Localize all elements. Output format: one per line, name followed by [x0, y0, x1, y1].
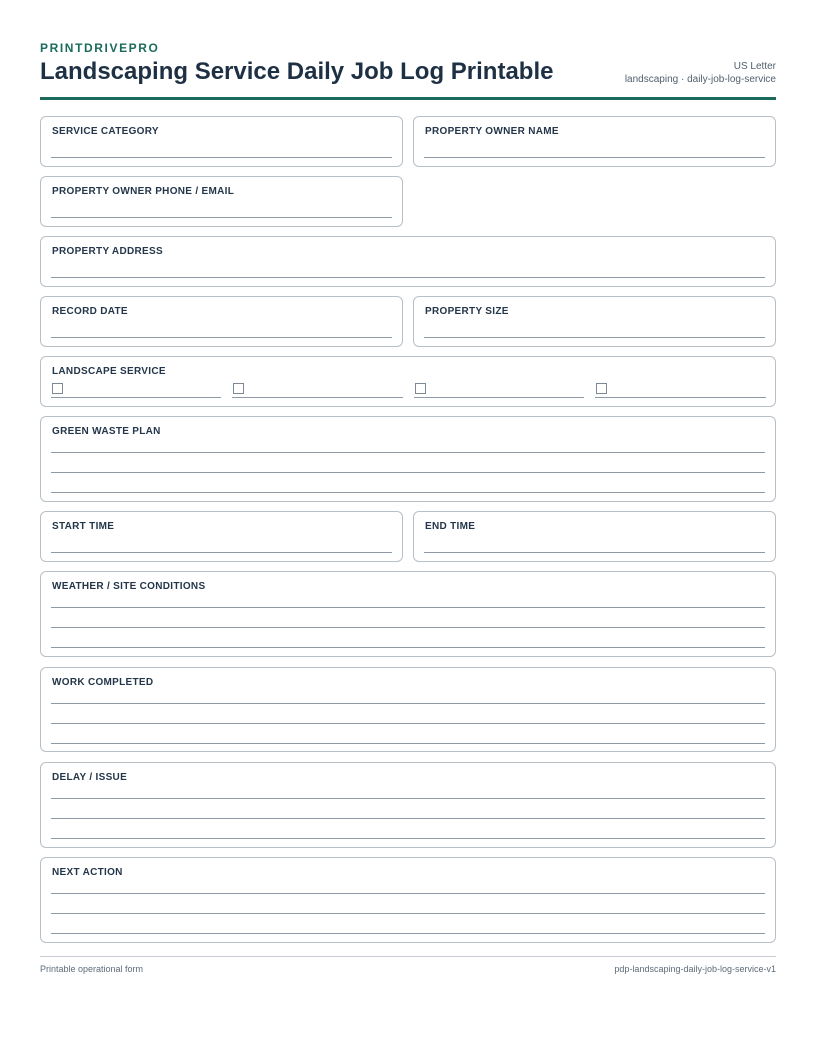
landscape-service-field — [40, 356, 776, 407]
start-time-label: START TIME — [52, 521, 115, 532]
write-line[interactable] — [51, 472, 765, 473]
start-time-field[interactable] — [40, 511, 403, 562]
write-line[interactable] — [51, 893, 765, 894]
write-line[interactable] — [51, 933, 765, 934]
delay-issue-label: DELAY / ISSUE — [52, 772, 128, 783]
end-time-label: END TIME — [425, 521, 476, 532]
green-waste-plan-field[interactable] — [40, 416, 776, 502]
write-line[interactable] — [51, 838, 765, 839]
property-owner-contact-field[interactable] — [40, 176, 403, 227]
next-action-label: NEXT ACTION — [52, 867, 123, 878]
checkbox[interactable] — [415, 383, 426, 394]
checkbox-write-line[interactable] — [595, 397, 766, 398]
checkbox-write-line[interactable] — [51, 397, 221, 398]
write-line[interactable] — [51, 818, 765, 819]
write-line[interactable] — [51, 277, 765, 278]
delay-issue-field[interactable] — [40, 762, 776, 848]
write-line[interactable] — [51, 798, 765, 799]
write-line[interactable] — [51, 337, 392, 338]
record-date-field[interactable] — [40, 296, 403, 347]
end-time-field[interactable] — [413, 511, 776, 562]
work-completed-label: WORK COMPLETED — [52, 677, 154, 688]
write-line[interactable] — [424, 157, 765, 158]
checkbox-write-line[interactable] — [232, 397, 403, 398]
document-tags: landscaping · daily-job-log-service — [624, 74, 776, 85]
property-address-field[interactable] — [40, 236, 776, 287]
checkbox[interactable] — [233, 383, 244, 394]
weather-site-conditions-field[interactable] — [40, 571, 776, 657]
footer-description: Printable operational form — [40, 964, 144, 974]
write-line[interactable] — [51, 743, 765, 744]
record-date-label: RECORD DATE — [52, 306, 128, 317]
landscape-service-label: LANDSCAPE SERVICE — [52, 366, 166, 377]
work-completed-field[interactable] — [40, 667, 776, 752]
write-line[interactable] — [424, 337, 765, 338]
write-line[interactable] — [424, 552, 765, 553]
property-owner-contact-label: PROPERTY OWNER PHONE / EMAIL — [52, 186, 235, 197]
weather-site-conditions-label: WEATHER / SITE CONDITIONS — [52, 581, 206, 592]
property-size-label: PROPERTY SIZE — [425, 306, 509, 317]
service-category-label: SERVICE CATEGORY — [52, 126, 159, 137]
property-owner-name-field[interactable] — [413, 116, 776, 167]
checkbox[interactable] — [52, 383, 63, 394]
page-title: Landscaping Service Daily Job Log Printable — [40, 58, 554, 85]
write-line[interactable] — [51, 552, 392, 553]
brand-name: PRINTDRIVEPRO — [40, 41, 160, 55]
green-waste-plan-label: GREEN WASTE PLAN — [52, 426, 161, 437]
property-owner-name-label: PROPERTY OWNER NAME — [425, 126, 559, 137]
write-line[interactable] — [51, 217, 392, 218]
write-line[interactable] — [51, 607, 765, 608]
footer-form-id: pdp-landscaping-daily-job-log-service-v1 — [614, 964, 776, 974]
header-divider — [40, 97, 776, 100]
write-line[interactable] — [51, 157, 392, 158]
write-line[interactable] — [51, 492, 765, 493]
document-meta — [625, 60, 776, 86]
write-line[interactable] — [51, 647, 765, 648]
write-line[interactable] — [51, 913, 765, 914]
checkbox[interactable] — [596, 383, 607, 394]
property-address-label: PROPERTY ADDRESS — [52, 246, 163, 257]
checkbox-write-line[interactable] — [414, 397, 584, 398]
service-category-field[interactable] — [40, 116, 403, 167]
property-size-field[interactable] — [413, 296, 776, 347]
write-line[interactable] — [51, 627, 765, 628]
footer-divider — [40, 956, 776, 957]
write-line[interactable] — [51, 452, 765, 453]
write-line[interactable] — [51, 723, 765, 724]
next-action-field[interactable] — [40, 857, 776, 943]
write-line[interactable] — [51, 703, 765, 704]
paper-size: US Letter — [733, 61, 776, 72]
